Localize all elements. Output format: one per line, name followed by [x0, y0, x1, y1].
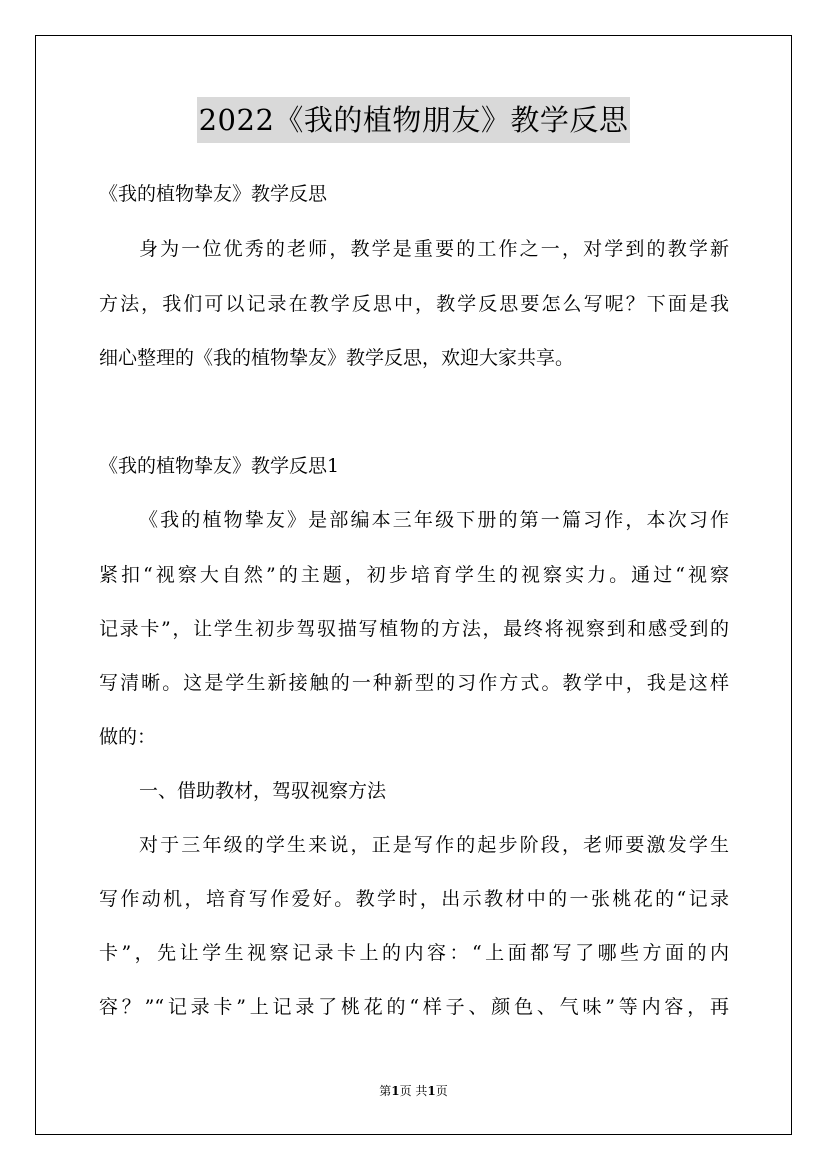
paragraph-line: 做的： [99, 726, 157, 748]
paragraph-line: 写清晰。这是学生新接触的一种新型的习作方式。教学中，我是这样 [99, 672, 729, 694]
paragraph-line: 身为一位优秀的老师，教学是重要的工作之一，对学到的教学新 [139, 238, 729, 260]
footer-mid: 页 共 [399, 1084, 428, 1098]
title-container [0, 97, 827, 143]
paragraph-line: 方法，我们可以记录在教学反思中，教学反思要怎么写呢？下面是我 [99, 293, 729, 315]
paragraph-line: 记录卡”，让学生初步驾驭描写植物的方法，最终将视察到和感受到的 [99, 618, 729, 640]
paragraph-line: 容？”“记录卡”上记录了桃花的“样子、颜色、气味”等内容，再 [99, 996, 729, 1018]
footer-prefix: 第 [379, 1084, 392, 1098]
paragraph-line: 紧扣“视察大自然”的主题，初步培育学生的视察实力。通过“视察 [99, 564, 729, 586]
paragraph-line: 《我的植物挚友》是部编本三年级下册的第一篇习作，本次习作 [139, 509, 729, 531]
section-heading: 《我的植物挚友》教学反思1 [99, 455, 340, 477]
subtitle-line: 《我的植物挚友》教学反思 [99, 183, 328, 205]
paragraph-line: 对于三年级的学生来说，正是写作的起步阶段，老师要激发学生 [139, 834, 729, 856]
footer-current-page: 1 [391, 1084, 400, 1098]
footer-suffix: 页 [435, 1084, 448, 1098]
paragraph-line: 细心整理的《我的植物挚友》教学反思，欢迎大家共享。 [99, 347, 575, 369]
page-footer [0, 1082, 827, 1100]
paragraph-line: 卡”，先让学生视察记录卡上的内容：“上面都写了哪些方面的内 [99, 942, 729, 964]
footer-total-pages: 1 [427, 1084, 436, 1098]
subsection-heading: 一、借助教材，驾驭视察方法 [139, 780, 387, 802]
paragraph-line: 写作动机，培育写作爱好。教学时，出示教材中的一张桃花的“记录 [99, 888, 729, 910]
document-title: 2022《我的植物朋友》教学反思 [197, 97, 631, 143]
